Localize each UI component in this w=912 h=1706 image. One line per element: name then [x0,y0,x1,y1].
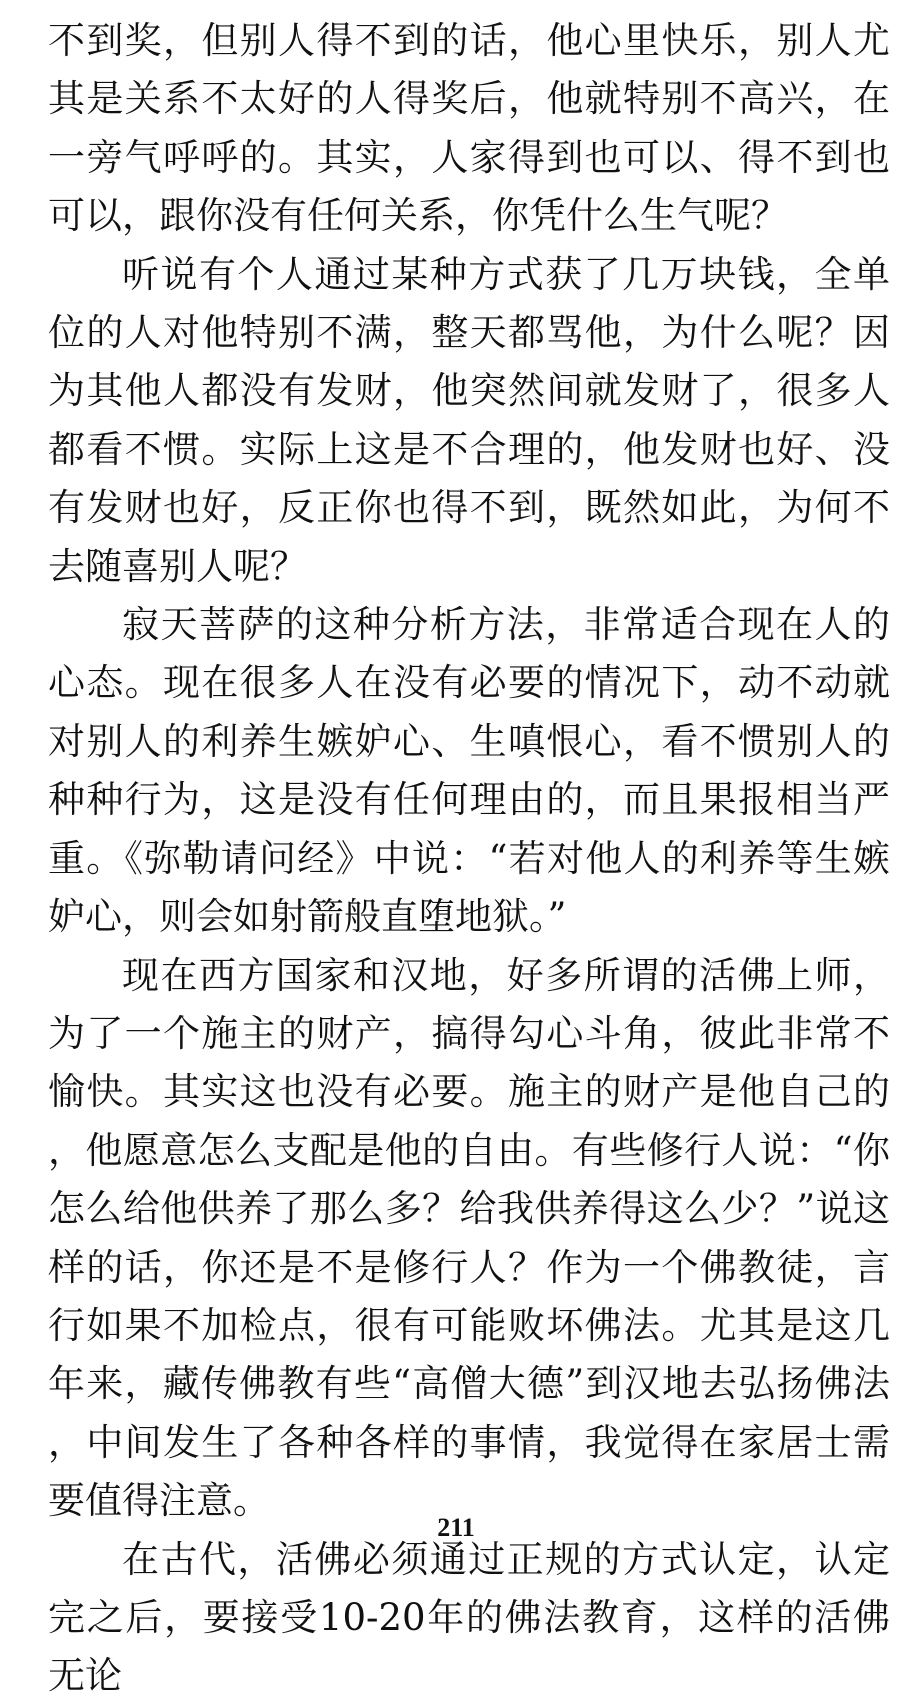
page-number: 211 [437,1513,475,1542]
paragraph: 在古代，活佛必须通过正规的方式认定，认定完之后，要接受10-20年的佛法教育，这样的活佛无论 [48,1537,890,1698]
paragraph: 听说有个人通过某种方式获了几万块钱，全单位的人对他特别不满，整天都骂他，为什么呢？因为其他人都没有发财，他突然间就发财了，很多人都看不惯。实际上这是不合理的，他发财也好、没有发财也好，反正你也得不到，既然如此，为何不去随喜别人呢？ [48,252,890,588]
paragraph: 寂天菩萨的这种分析方法，非常适合现在人的心态。现在很多人在没有必要的情况下，动不动就对别人的利养生嫉妒心、生嗔恨心，看不惯别人的种种行为，这是没有任何理由的，而且果报相当严重。《弥勒请问经》中说：“若对他人的利养等生嫉妒心，则会如射箭般直堕地狱。” [48,603,890,939]
body-text [48,12,890,1706]
paragraph: 现在西方国家和汉地，好多所谓的活佛上师，为了一个施主的财产，搞得勾心斗角，彼此非常不愉快。其实这也没有必要。施主的财产是他自己的，他愿意怎么支配是他的自由。有些修行人说：“你怎么给他供养了那么多？给我供养得这么少？”说这样的话，你还是不是修行人？作为一个佛教徒，言行如果不加检点，很有可能败坏佛法。尤其是这几年来，藏传佛教有些“高僧大德”到汉地去弘扬佛法，中间发生了各种各样的事情，我觉得在家居士需要值得注意。 [48,953,890,1523]
paragraph-continued: 不到奖，但别人得不到的话，他心里快乐，别人尤其是关系不太好的人得奖后，他就特别不高兴，在一旁气呼呼的。其实，人家得到也可以、得不到也可以，跟你没有任何关系，你凭什么生气呢？ [48,19,890,238]
